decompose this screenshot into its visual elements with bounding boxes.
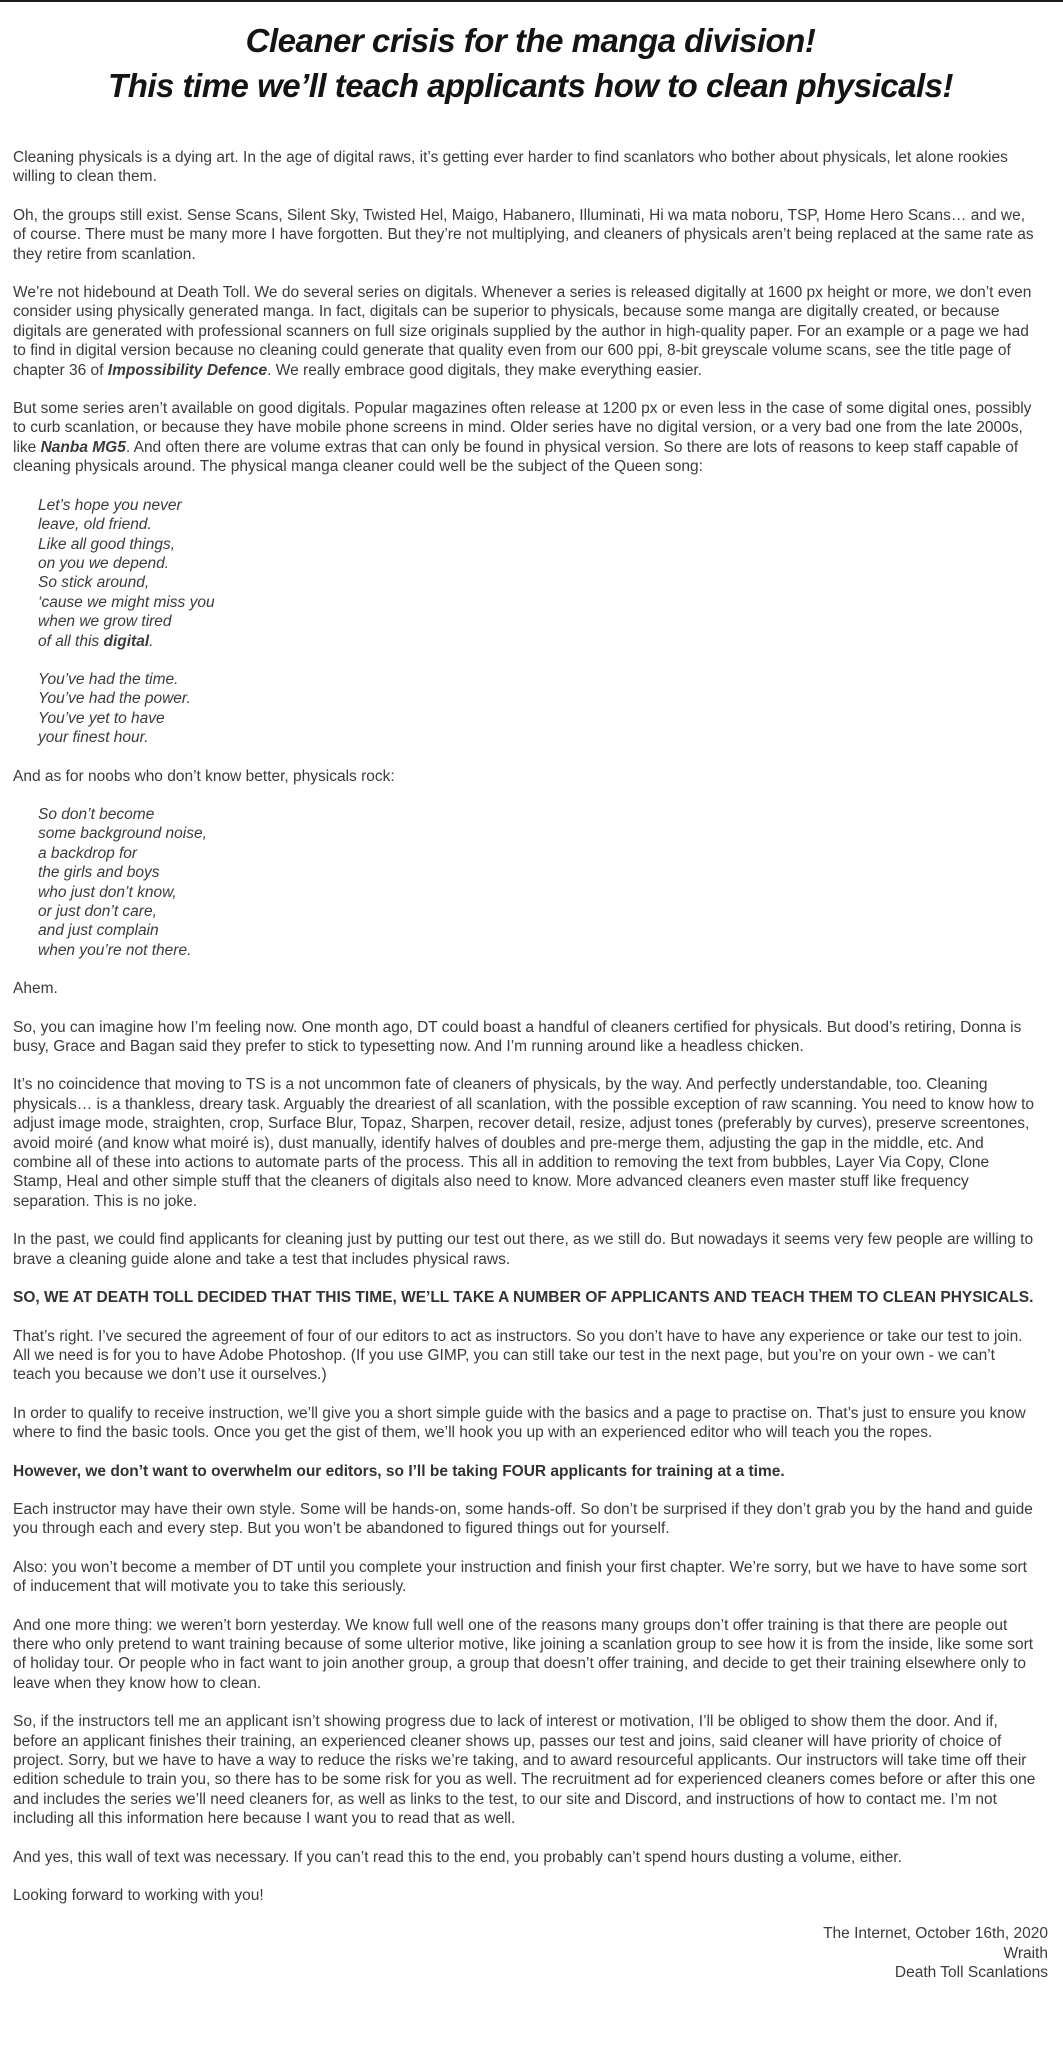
paragraph	[13, 1018, 1036, 1057]
paragraph	[13, 206, 1036, 264]
text-run: your finest hour.	[38, 729, 149, 747]
signature-group: Death Toll Scanlations	[894, 1964, 1048, 1982]
text-run: So, you can imagine how I’m feeling now. One month ago, DT could boast a handful of cleaners certified for physicals. But dood’s retiring, Donna is busy, Grace and Bagan said they prefer to stick to typesetting now. And I’m running around like a headless chicken.	[13, 1018, 1022, 1056]
text-run: .	[149, 632, 154, 650]
text-run: leave, old friend.	[38, 516, 152, 534]
signature-block	[13, 1924, 1048, 1983]
text-run: And as for noobs who don’t know better, physicals rock:	[13, 767, 395, 785]
text-run: when we grow tired	[38, 613, 172, 631]
text-run: Impossibility Defence	[107, 361, 268, 379]
signature-date: The Internet, October 16th, 2020	[823, 1925, 1048, 1943]
text-run: And one more thing: we weren’t born yesterday. We know full well one of the reasons many groups don’t offer training is that there are people out there who only pretend to want training because of some ulterior motive, like joining a scanlation group to see how it is from the inside, like some sort of holiday tour. Or people who in fact want to join another group, a group that doesn’t offer training, and decide to get their training elsewhere only to leave when they know how to clean.	[13, 1616, 1034, 1692]
paragraph	[13, 1712, 1036, 1828]
text-run: Nanba MG5	[40, 438, 126, 456]
paragraph	[13, 979, 1036, 998]
text-run: . And often there are volume extras that can only be found in physical version. So there are lots of reasons to keep staff capable of cleaning physicals around. The physical manga cleaner could well be the subject of the Queen song:	[13, 438, 1019, 476]
text-run: Ahem.	[13, 980, 58, 998]
text-run: Looking forward to working with you!	[13, 1887, 264, 1905]
text-run: You’ve had the power.	[38, 690, 191, 708]
paragraph	[13, 1616, 1036, 1694]
text-run: That’s right. I’ve secured the agreement of four of our editors to act as instructors. So you don’t have to have any experience or take our test to join. All we need is for you to have Adobe Photoshop. (If you use GIMP, you can still take our test in the next page, but you’re on your own - we can’t teach you because we don’t use it ourselves.)	[13, 1327, 1023, 1384]
page-title	[13, 18, 1048, 108]
text-run: Each instructor may have their own style. Some will be hands-on, some hands-off. So don’t be surprised if they don’t grab you by the hand and guide you through each and every step. But you won’t be abandoned to figured things out for yourself.	[13, 1500, 1033, 1538]
text-run: It’s no coincidence that moving to TS is a not uncommon fate of cleaners of physicals, by the way. And perfectly understandable, too. Cleaning physicals… is a thankless, dreary task. Arguably the dreariest of all scanlation, with the possible exception of raw scanning. You need to know how to adjust image mode, straighten, crop, Surface Blur, Topaz, Sharpen, recover detail, resize, adjust tones (preferably by curves), preserve screentones, avoid moiré (and know what moiré is), dust manually, identify halves of doubles and pre-merge them, adjusting the gap in the middle, etc. And combine all of these into actions to automate parts of the process. This all in addition to removing the text from bubbles, Layer Via Copy, Clone Stamp, Heal and other simple stuff that the cleaners of digitals also need to know. More advanced cleaners even master stuff like frequency separation. This is no joke.	[13, 1076, 1034, 1210]
paragraph	[13, 1886, 1036, 1905]
text-run: In the past, we could find applicants for cleaning just by putting our test out there, as we still do. But nowadays it seems very few people are willing to brave a cleaning guide alone and take a test that includes physical raws.	[13, 1231, 1034, 1268]
paragraph	[13, 1500, 1036, 1539]
text-run: digital	[103, 632, 150, 650]
text-run: But some series aren’t available on good digitals. Popular magazines often release at 1200 px or even less in the case of some digital ones, possibly to curb scanlation, or because they have mobile phone screens in mind. Older series have no digital version, or a very bad one from the late 2000s, like	[13, 400, 1032, 456]
paragraph	[13, 1230, 1036, 1269]
text-run: In order to qualify to receive instruction, we’ll give you a short simple guide with the basics and a page to practise on. That’s just to ensure you know where to find the basic tools. Once you get the gist of them, we’ll hook you up with an experienced editor who will teach you the ropes.	[13, 1404, 1026, 1442]
paragraph	[13, 1327, 1036, 1385]
paragraph	[13, 1075, 1036, 1211]
paragraph	[13, 767, 1036, 786]
text-run: You’ve had the time.	[38, 670, 179, 688]
text-run: on you we depend.	[38, 554, 169, 572]
text-run: or just don’t care,	[38, 903, 157, 920]
text-run: You’ve yet to have	[38, 709, 165, 727]
text-run: Let’s hope you never	[38, 496, 182, 514]
page-title-line-2: This time we’ll teach applicants how to clean physicals!	[108, 67, 953, 104]
text-run: of all this	[38, 632, 104, 650]
text-run: ‘cause we might miss you	[38, 593, 215, 611]
text-run: . We really embrace good digitals, they make everything easier.	[267, 361, 702, 379]
lyrics-stanza	[38, 496, 1036, 651]
text-run: And yes, this wall of text was necessary. If you can’t read this to the end, you probably can’t spend hours dusting a volume, either.	[13, 1848, 902, 1866]
text-run: when you’re not there.	[38, 941, 192, 959]
lyrics-stanza	[38, 805, 1036, 960]
text-run: the girls and boys	[38, 864, 160, 882]
text-run: Like all good things,	[38, 535, 176, 553]
text-run: SO, WE AT DEATH TOLL DECIDED THAT THIS TIME, WE’LL TAKE A NUMBER OF APPLICANTS AND TEACH THEM TO CLEAN PHYSICALS.	[13, 1289, 1034, 1307]
lyrics-stanza	[38, 670, 1036, 748]
paragraph	[13, 283, 1036, 380]
text-run: and just complain	[38, 922, 159, 940]
text-run: However, we don’t want to overwhelm our editors, so I’ll be taking FOUR applicants for training at a time.	[13, 1462, 785, 1480]
text-run: Oh, the groups still exist. Sense Scans, Silent Sky, Twisted Hel, Maigo, Habanero, Illuminati, Hi wa mata noboru, TSP, Home Hero Scans… and we, of course. There must be many more I have forgotten. But they’re not multiplying, and cleaners of physicals aren’t being replaced at the same rate as they retire from scanlation.	[13, 206, 1034, 263]
paragraph	[13, 399, 1036, 477]
text-run: So, if the instructors tell me an applicant isn’t showing progress due to lack of interest or motivation, I’ll be obliged to show them the door. And if, before an applicant finishes their training, an experienced cleaner shows up, passes our test and joins, said cleaner will have priority of choice of project. Sorry, but we have to have a way to reduce the risks we’re taking, and to award resourceful applicants. Our instructors will take time off their edition schedule to train you, so there has to be some risk for you as well. The recruitment ad for experienced cleaners comes before or after this one and includes the series we’ll need cleaners for, as well as links to the test, to our site and Discord, and instructions of how to contact me. I’m not including all this information here because I want you to read that as well.	[13, 1713, 1036, 1828]
text-run: So stick around,	[38, 574, 150, 592]
paragraph	[13, 1848, 1036, 1867]
bold-paragraph	[13, 1288, 1036, 1307]
text-run: So don’t become	[38, 805, 155, 823]
bold-paragraph	[13, 1462, 1036, 1481]
text-run: who just don’t know,	[38, 883, 177, 901]
top-border	[0, 0, 1063, 2]
text-run: Cleaning physicals is a dying art. In the age of digital raws, it’s getting ever harder to find scanlators who bother about physicals, let alone rookies willing to clean them.	[13, 149, 1008, 186]
text-run: some background noise,	[38, 825, 207, 843]
text-run: We’re not hidebound at Death Toll. We do several series on digitals. Whenever a series is released digitally at 1600 px height or more, we don’t even consider using physically generated manga. In fact, digitals can be superior to physicals, because some manga are digitally created, or because digitals are generated with professional scanners on full size originals supplied by the author in high-quality paper. For an example or a page we had to find in digital version because no cleaning could generate that quality even from our 600 ppi, 8-bit greyscale volume scans, see the title page of chapter 36 of	[13, 284, 1032, 379]
text-run: Also: you won’t become a member of DT until you complete your instruction and finish your first chapter. We’re sorry, but we have to have some sort of inducement that will motivate you to take this seriously.	[13, 1558, 1027, 1596]
document-body	[13, 148, 1048, 1905]
paragraph	[13, 1404, 1036, 1443]
page-title-line-1: Cleaner crisis for the manga division!	[245, 22, 816, 59]
text-run: a backdrop for	[38, 844, 138, 862]
signature-author: Wraith	[1003, 1944, 1048, 1962]
paragraph	[13, 148, 1036, 187]
paragraph	[13, 1558, 1036, 1597]
